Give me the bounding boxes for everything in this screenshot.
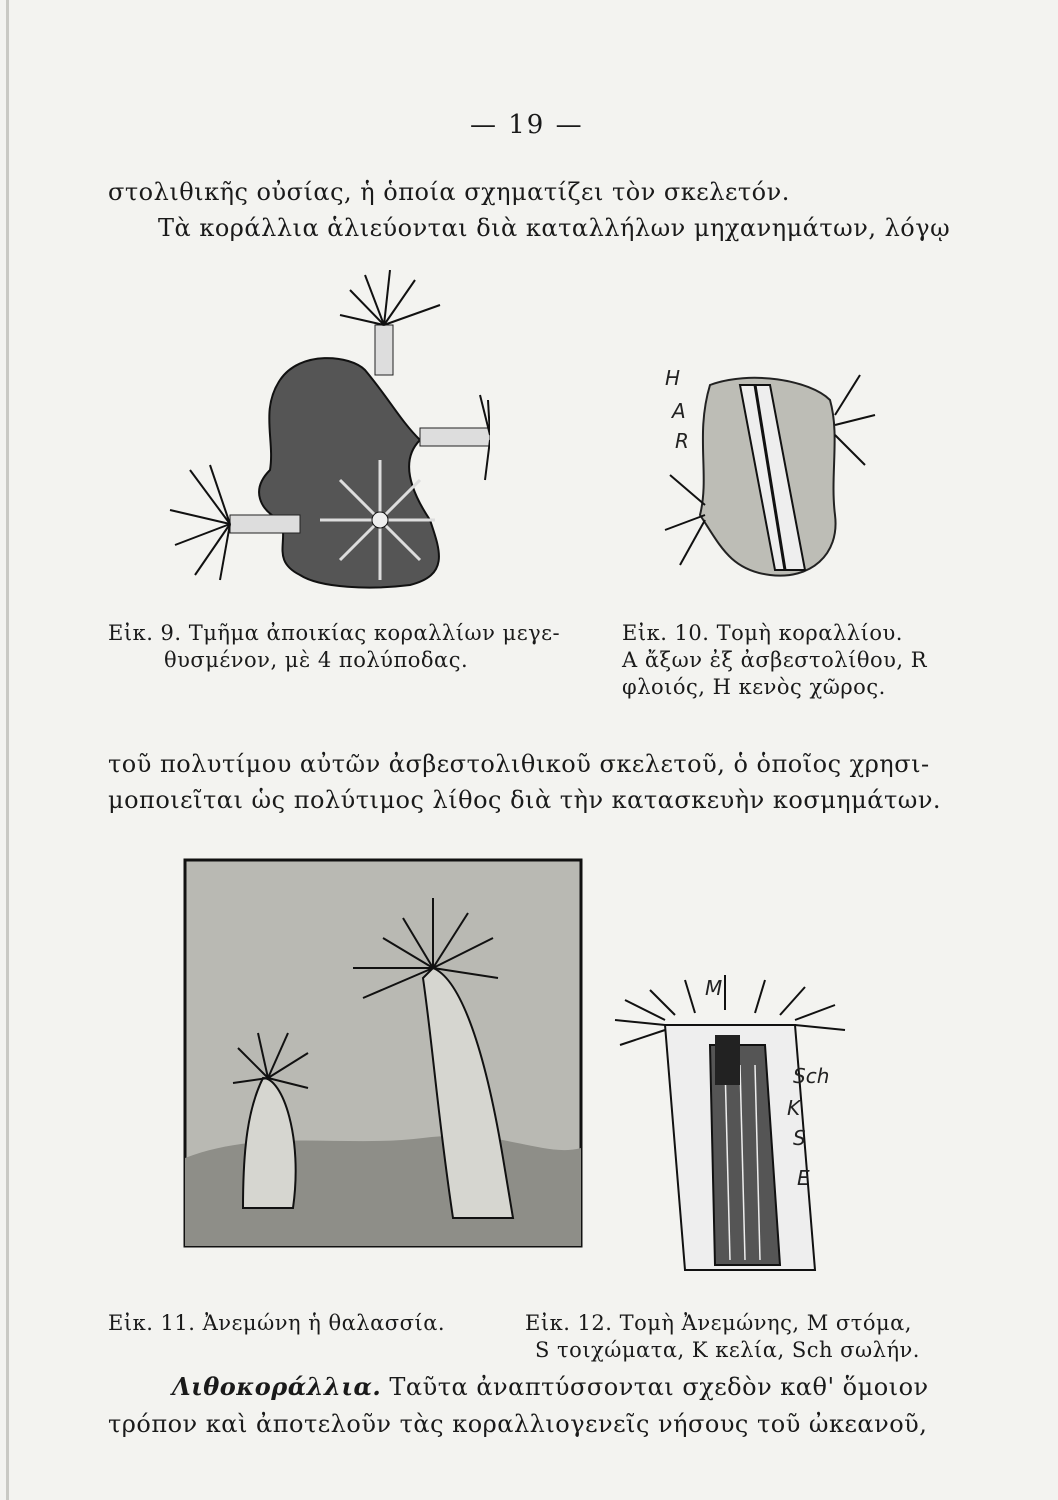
- fig10-label-r: R: [675, 429, 689, 453]
- figure-11-sea-anemone: [183, 858, 583, 1248]
- fig10-label-a: A: [672, 399, 686, 423]
- fig9-caption-line1: Εἰκ. 9. Τμῆμα ἀποικίας κοραλλίων μεγε-: [108, 621, 561, 645]
- fig9-caption-line2: θυσμένον, μὲ 4 πολύποδας.: [164, 648, 469, 672]
- fig12-label-e: E: [797, 1166, 810, 1190]
- text-line-2: Τὰ κοράλλια ἁλιεύονται διὰ καταλλήλων μηχανημάτων, λόγῳ: [158, 214, 951, 242]
- page-edge-shadow: [6, 0, 9, 1500]
- fig12-label-sch: Sch: [793, 1064, 830, 1088]
- text-line-1: στολιθικῆς οὐσίας, ἡ ὁποία σχηματίζει τὸν σκελετόν.: [108, 178, 790, 206]
- text-line-4: μοποιεῖται ὡς πολύτιμος λίθος διὰ τὴν κατασκευὴν κοσμημάτων.: [108, 786, 942, 814]
- figure-12-anemone-section: [605, 975, 865, 1285]
- fig12-label-s: S: [793, 1126, 806, 1150]
- figure-10-coral-section: [660, 355, 890, 585]
- fig10-caption-line2: A ἄξων ἐξ ἀσβεστολίθου, R: [622, 648, 928, 672]
- figure-10-caption: [622, 620, 927, 701]
- text-line-5: [172, 1372, 929, 1401]
- figure-12-caption: [525, 1310, 920, 1364]
- fig12-label-m: M: [705, 976, 723, 1000]
- fig12-caption-line2: S τοιχώματα, K κελία, Sch σωλήν.: [535, 1338, 920, 1362]
- fig10-caption-line3: φλοιός, H κενὸς χῶρος.: [622, 675, 886, 699]
- figure-9-coral-colony: [150, 270, 490, 600]
- text-line-3: τοῦ πολυτίμου αὐτῶν ἀσβεστολιθικοῦ σκελετοῦ, ὁ ὁποῖος χρησι-: [108, 750, 930, 778]
- fig12-caption-line1: Εἰκ. 12. Τομὴ Ἀνεμώνης, M στόμα,: [525, 1311, 912, 1335]
- page-number: — 19 —: [470, 110, 584, 140]
- text-line-6: τρόπον καὶ ἀποτελοῦν τὰς κοραλλιογενεῖς νήσους τοῦ ὠκεανοῦ,: [108, 1410, 928, 1438]
- figure-11-caption: Εἰκ. 11. Ἀνεμώνη ἡ θαλασσία.: [108, 1311, 446, 1335]
- fig10-label-h: H: [665, 366, 681, 390]
- text-line-5-rest: Ταῦτα ἀναπτύσσονται σχεδὸν καθ' ὅμοιον: [389, 1373, 929, 1401]
- fig12-label-k: K: [787, 1096, 801, 1120]
- section-heading: Λιθοκοράλλια.: [172, 1372, 382, 1401]
- fig10-caption-line1: Εἰκ. 10. Τομὴ κοραλλίου.: [622, 621, 903, 645]
- figure-9-caption: [108, 620, 560, 674]
